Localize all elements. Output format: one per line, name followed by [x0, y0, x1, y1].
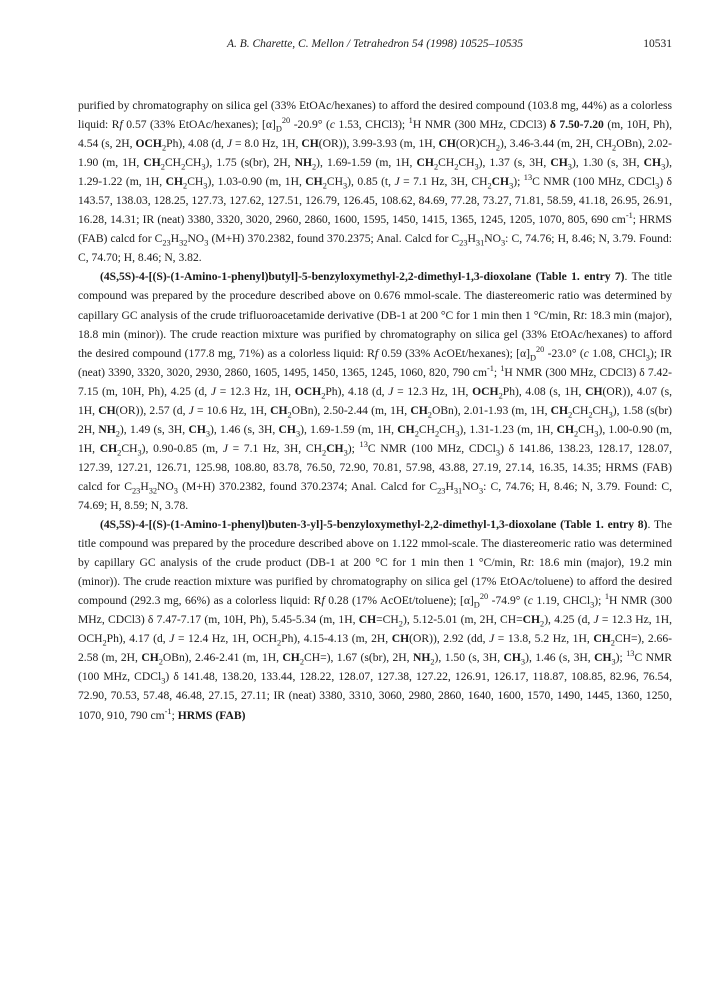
superscript: 1: [604, 592, 610, 602]
bold-text: OCH: [472, 384, 499, 398]
text-run: ), 1.37 (s, 3H,: [478, 156, 551, 170]
text-run: NO: [157, 479, 174, 493]
text-run: CH: [326, 175, 343, 189]
subscript: 2: [321, 391, 326, 401]
italic-text: t: [580, 308, 585, 322]
text-run: Ph), 4.15-4.13 (m, 2H,: [281, 632, 392, 646]
subscript: 2: [568, 410, 573, 420]
bold-text: NH: [294, 156, 312, 170]
superscript: 20: [281, 116, 291, 126]
bold-text: CH: [391, 632, 410, 646]
bold-text: OCH: [135, 137, 162, 151]
italic-text: f: [321, 594, 325, 608]
bold-text: CH: [594, 651, 612, 665]
subscript: 3: [655, 181, 660, 191]
paragraph-table1-entry7: [78, 267, 672, 515]
bold-text: δ 7.50-7.20: [549, 118, 604, 132]
bold-text: CH: [550, 403, 569, 417]
page-number: 10531: [643, 38, 672, 50]
subscript: 2: [183, 181, 188, 191]
text-run: 1.08, CHCl: [588, 346, 646, 360]
text-run: ), 1.49 (s, 3H,: [119, 422, 189, 436]
subscript: 3: [343, 448, 348, 458]
italic-text: J: [489, 632, 495, 646]
subscript: 3: [567, 162, 572, 172]
superscript: 13: [626, 649, 635, 659]
text-run: ;: [493, 365, 501, 379]
subscript: 31: [475, 238, 485, 248]
bold-text: S: [156, 270, 163, 284]
text-run: CH: [187, 175, 204, 189]
text-run: = 12.3 Hz, 1H, OCH: [78, 613, 672, 646]
subscript: 23: [437, 486, 446, 496]
text-run: . The title compound was prepared by the procedure described above on 0.676 mmol-scale. The diastereomeric ratio was determined by capillary GC analysis of the crude trifluoroacetamide derivative (DB-1 at 200 °C for 1 min then 1 °C/min, R: [78, 270, 673, 322]
subscript: 3: [161, 676, 166, 686]
text-run: ), 1.69-1.59 (m, 1H,: [316, 156, 417, 170]
text-run: CH: [592, 403, 609, 417]
subscript: 3: [500, 238, 506, 248]
text-run: : C, 74.76; H, 8.46; N, 3.79. Found: C, 74.70; H, 8.46; N, 3.82.: [78, 232, 672, 265]
italic-text: J: [388, 384, 394, 398]
subscript: D: [275, 124, 282, 134]
superscript: -1: [164, 706, 172, 716]
text-run: ), 5.12-5.01 (m, 2H, CH=: [402, 613, 523, 627]
bold-text: S: [156, 518, 163, 532]
text-run: CH=), 2.66-2.58 (m, 2H,: [78, 632, 673, 665]
text-run: = 7.1 Hz, 3H, CH: [227, 441, 323, 455]
bold-text: )-(1-Amino-1-phenyl)buten-3-yl]-5-benzyloxymethyl-2,2-dimethyl-1,3-dioxolane (Table 1. entry 8): [162, 518, 648, 532]
subscript: 2: [287, 410, 292, 420]
subscript: 2: [434, 429, 440, 439]
text-run: OBn), 2.50-2.44 (m, 1H,: [291, 403, 411, 417]
paragraph-previous-compound-data: [78, 96, 672, 267]
text-run: (m, 10H, Ph), 4.54 (s, 2H,: [78, 118, 672, 151]
subscript: 2: [117, 448, 122, 458]
bold-text: CH: [143, 156, 161, 170]
text-run: Ph), 4.08 (d,: [166, 137, 227, 151]
subscript: 2: [160, 162, 165, 172]
text-run: ; HRMS (FAB) calcd for C: [78, 213, 673, 246]
bold-text: CH: [98, 403, 116, 417]
text-run: = 12.4 Hz, 1H, OCH: [174, 632, 277, 646]
bold-text: CH: [278, 422, 296, 436]
bold-text: CH: [593, 632, 611, 646]
subscript: 2: [102, 638, 107, 648]
subscript: 3: [520, 657, 526, 667]
running-head: A. B. Charette, C. Mellon / Tetrahedron 54 (1998) 10525–10535: [226, 38, 524, 50]
italic-text: f: [119, 118, 123, 132]
bold-text: CH: [556, 422, 574, 436]
text-run: 1.53, CHCl3);: [335, 118, 409, 132]
text-run: Ph), 4.17 (d,: [106, 632, 170, 646]
text-run: =CH: [376, 613, 399, 627]
text-run: (M+H) 370.2382, found 370.2374; Anal. Calcd for C: [177, 479, 438, 493]
text-run: ); IR (neat) 3390, 3320, 3020, 2930, 2860, 1605, 1495, 1450, 1365, 1245, 1060, 820, 790 cm: [78, 346, 672, 379]
text-run: C NMR (100 MHz, CDCl: [78, 651, 673, 684]
subscript: 2: [312, 162, 317, 172]
experimental-text: [78, 96, 672, 725]
subscript: 23: [459, 238, 468, 248]
italic-text: f: [374, 346, 379, 360]
text-run: = 7.1 Hz, 3H, CH: [399, 175, 488, 189]
italic-text: J: [593, 613, 599, 627]
text-run: CH: [438, 156, 455, 170]
subscript: 2: [498, 391, 503, 401]
subscript: D: [473, 600, 480, 610]
bold-text: CH: [165, 175, 184, 189]
bold-text: (4S,5S)-4-[(: [100, 270, 157, 284]
text-run: H NMR (300 MHz, CDCl3): [412, 118, 550, 132]
bold-text: CH: [326, 441, 344, 455]
text-run: ), 3.46-3.44 (m, 2H, CH: [500, 137, 613, 151]
subscript: 3: [205, 429, 211, 439]
bold-text: CH: [503, 651, 521, 665]
text-run: (OR)), 2.92 (dd,: [409, 632, 490, 646]
text-run: (M+H) 370.2382, found 370.2375; Anal. Calcd for C: [208, 232, 460, 246]
text-run: ), 4.25 (d,: [544, 613, 594, 627]
text-run: ), 0.85 (t,: [347, 175, 395, 189]
subscript: 2: [487, 181, 492, 191]
text-run: CH: [164, 156, 182, 170]
superscript: 20: [535, 344, 545, 354]
subscript: 3: [495, 448, 501, 458]
text-run: NO: [462, 479, 479, 493]
text-run: );: [594, 594, 605, 608]
bold-text: CH: [416, 156, 434, 170]
text-run: ;: [171, 708, 178, 722]
subscript: 2: [299, 657, 304, 667]
text-run: C NMR (100 MHz, CDCl: [532, 175, 656, 189]
bold-text: CH: [305, 175, 323, 189]
subscript: 2: [612, 143, 617, 153]
subscript: 2: [277, 638, 282, 648]
text-run: = 8.0 Hz, 1H,: [232, 137, 302, 151]
text-run: );: [615, 651, 627, 665]
text-run: NO: [187, 232, 205, 246]
text-run: = 10.6 Hz, 1H,: [193, 403, 271, 417]
text-run: H NMR (300 MHz, CDCl3) δ 7.42-7.15 (m, 10H, Ph), 4.25 (d,: [78, 365, 672, 398]
subscript: 3: [645, 352, 650, 362]
bold-text: CH: [550, 156, 568, 170]
text-run: = 12.3 Hz, 1H,: [393, 384, 473, 398]
text-run: );: [513, 175, 524, 189]
subscript: 2: [414, 429, 419, 439]
bold-text: OCH: [294, 384, 322, 398]
subscript: 3: [201, 162, 206, 172]
bold-text: NH: [412, 651, 431, 665]
text-run: CH: [439, 422, 456, 436]
subscript: 32: [148, 486, 158, 496]
bold-text: CH: [643, 156, 662, 170]
text-run: -23.0° (: [544, 346, 584, 360]
subscript: 31: [453, 486, 463, 496]
text-run: ) δ 141.86, 138.23, 128.17, 128.07, 127.39, 127.21, 126.71, 125.98, 108.80, 83.78, 76.50, 72.90, 70.81, 57.98, 43.88, 27.19, 27.14, 16.35, 14.35; HRMS (FAB) calcd for C: [78, 441, 673, 493]
text-run: 0.57 (33% EtOAc/hexanes); [α]: [122, 118, 276, 132]
subscript: 3: [173, 486, 178, 496]
italic-text: c: [527, 594, 533, 608]
subscript: 2: [540, 619, 545, 629]
text-run: CH=), 1.67 (s(br), 2H,: [303, 651, 413, 665]
subscript: 2: [322, 448, 327, 458]
text-run: (OR)), 4.07 (s, 1H,: [78, 384, 673, 417]
italic-text: J: [210, 384, 217, 398]
subscript: D: [529, 352, 536, 362]
text-run: NO: [484, 232, 501, 246]
text-run: H: [467, 232, 476, 246]
subscript: 3: [611, 657, 616, 667]
text-run: ), 1.00-0.90 (m, 1H,: [78, 422, 672, 455]
superscript: 1: [408, 116, 413, 126]
bold-text: )-(1-Amino-1-phenyl)butyl]-5-benzyloxymethyl-2,2-dimethyl-1,3-dioxolane (Table 1. entry 7): [162, 270, 625, 284]
text-run: );: [347, 441, 360, 455]
bold-text: CH: [491, 175, 510, 189]
text-run: OBn), 2.46-2.41 (m, 1H,: [162, 651, 283, 665]
text-run: 0.59 (33% AcOEt/hexanes); [α]: [378, 346, 530, 360]
text-run: ), 1.30 (s, 3H,: [571, 156, 644, 170]
subscript: 2: [398, 619, 403, 629]
subscript: 2: [115, 429, 120, 439]
subscript: 3: [608, 410, 613, 420]
subscript: 2: [158, 657, 163, 667]
bold-text: CH: [358, 613, 377, 627]
text-run: CH: [578, 422, 595, 436]
subscript: 2: [454, 162, 459, 172]
subscript: 3: [455, 429, 460, 439]
subscript: 2: [430, 657, 435, 667]
subscript: 3: [295, 429, 301, 439]
subscript: 3: [204, 238, 209, 248]
text-run: H: [140, 479, 149, 493]
text-run: 0.28 (17% AcOEt/toluene); [α]: [324, 594, 474, 608]
italic-text: J: [226, 137, 233, 151]
subscript: 2: [495, 143, 501, 153]
subscript: 2: [427, 410, 432, 420]
italic-text: c: [583, 346, 589, 360]
text-run: H: [170, 232, 180, 246]
text-run: -20.9° (: [290, 118, 330, 132]
paragraph-table1-entry8: [78, 515, 672, 725]
text-run: OBn), 2.02-1.90 (m, 1H,: [78, 137, 672, 170]
bold-text: CH: [301, 137, 319, 151]
subscript: 2: [322, 181, 327, 191]
subscript: 3: [594, 429, 599, 439]
subscript: 2: [588, 410, 593, 420]
text-run: ), 1.46 (s, 3H,: [210, 422, 279, 436]
superscript: 13: [359, 439, 368, 449]
bold-text: CH: [141, 651, 159, 665]
bold-text: NH: [98, 422, 116, 436]
text-run: OBn), 2.01-1.93 (m, 1H,: [431, 403, 551, 417]
text-run: ), 1.03-0.90 (m, 1H,: [207, 175, 306, 189]
text-run: ), 1.58 (s(br) 2H,: [78, 403, 672, 436]
bold-text: CH: [270, 403, 288, 417]
bold-text: HRMS (FAB): [177, 708, 246, 722]
text-run: -74.9° (: [488, 594, 528, 608]
text-run: ) δ 143.57, 138.03, 128.25, 127.73, 127.62, 127.51, 126.79, 126.45, 108.62, 84.69, 77.28, 73.27, 71.81, 58.59, 41.18, 26.95, 26.91, 16.28, 14.31; IR (neat) 3380, 3320, 3020, 2960, 2860, 1600, 1595, 1450, 1415, 1365, 1245, 1205, 1070, 805, 690 cm: [78, 175, 673, 227]
italic-text: J: [394, 175, 400, 189]
text-run: CH: [458, 156, 475, 170]
text-run: Ph), 4.18 (d,: [325, 384, 389, 398]
text-run: ), 1.50 (s, 3H,: [434, 651, 504, 665]
italic-text: J: [222, 441, 228, 455]
superscript: 13: [523, 173, 533, 183]
bold-text: CH: [522, 613, 541, 627]
text-run: ), 1.29-1.22 (m, 1H,: [78, 156, 672, 189]
text-run: ), 1.46 (s, 3H,: [525, 651, 595, 665]
subscript: 23: [162, 238, 171, 248]
subscript: 3: [342, 181, 348, 191]
text-run: ) δ 141.48, 138.20, 133.44, 128.22, 128.07, 127.38, 127.22, 126.91, 126.17, 118.87, 108.85, 82.96, 76.54, 72.90, 70.53, 57.48, 46.48, 27.15, 27.11; IR (neat) 3380, 3310, 3060, 2980, 2860, 1640, 1600, 1570, 1490, 1445, 1360, 1250, 1070, 910, 790 cm: [78, 670, 672, 722]
subscript: 3: [509, 181, 514, 191]
subscript: 2: [574, 429, 579, 439]
text-run: CH: [418, 422, 435, 436]
subscript: 32: [179, 238, 188, 248]
text-run: ), 1.31-1.23 (m, 1H,: [459, 422, 557, 436]
text-run: CH: [185, 156, 202, 170]
bold-text: CH: [282, 651, 300, 665]
bold-text: CH: [585, 384, 603, 398]
text-run: : 18.6 min (major), 19.2 min (minor)). The crude reaction mixture was purified by chromatography on silica gel (17% EtOAc/toluene) to afford the desired compound (292.3 mg, 66%) as a colorless liquid: R: [78, 556, 672, 608]
italic-text: c: [329, 118, 336, 132]
subscript: 2: [181, 162, 186, 172]
superscript: 1: [500, 363, 505, 373]
text-run: C NMR (100 MHz, CDCl: [367, 441, 496, 455]
text-run: H NMR (300 MHz, CDCl3) δ 7.47-7.17 (m, 10H, Ph), 5.45-5.34 (m, 1H,: [78, 594, 672, 627]
running-header: [78, 38, 672, 54]
italic-text: J: [188, 403, 194, 417]
subscript: 3: [661, 162, 666, 172]
subscript: 2: [610, 638, 615, 648]
text-run: = 12.3 Hz, 1H,: [216, 384, 295, 398]
subscript: 2: [161, 143, 167, 153]
text-run: : C, 74.76; H, 8.46; N, 3.79. Found: C, 74.69; H, 8.59; N, 3.78.: [78, 479, 673, 512]
text-run: CH: [121, 441, 138, 455]
text-run: H: [445, 479, 454, 493]
superscript: 20: [479, 592, 489, 602]
subscript: 3: [137, 448, 142, 458]
italic-text: J: [169, 632, 175, 646]
text-run: CH: [572, 403, 589, 417]
text-run: ), 1.75 (s(br), 2H,: [205, 156, 295, 170]
text-run: : 18.3 min (major), 18.8 min (minor)). The crude reaction mixture was purified by chromatography on silica gel (33% EtOAc/hexanes) to afford the desired compound (177.8 mg, 71%) as a colorless liquid: R: [78, 308, 672, 360]
text-run: purified by chromatography on silica gel (33% EtOAc/hexanes) to afford the desired compound (103.8 mg, 44%) as a colorless liquid: R: [78, 99, 672, 132]
subscript: 23: [131, 486, 141, 496]
bold-text: CH: [99, 441, 118, 455]
text-run: Ph), 4.08 (s, 1H,: [502, 384, 586, 398]
bold-text: CH: [410, 403, 428, 417]
italic-text: t: [527, 556, 532, 570]
text-run: 1.19, CHCl: [532, 594, 591, 608]
superscript: -1: [486, 363, 494, 373]
bold-text: (4S,5S)-4-[(: [100, 518, 157, 532]
superscript: -1: [625, 211, 633, 221]
text-run: . The title compound was prepared by the procedure described above on 1.122 mmol-scale. The diastereomeric ratio was determined by capillary GC analysis of the crude product (DB-1 at 200 °C for 1 min then 1 °C/min, R: [78, 518, 672, 570]
subscript: 3: [478, 486, 484, 496]
text-run: ), 0.90-0.85 (m,: [141, 441, 223, 455]
text-run: (OR)), 2.57 (d,: [115, 403, 189, 417]
bold-text: CH: [438, 137, 456, 151]
text-run: (OR)CH: [455, 137, 496, 151]
text-run: ), 1.69-1.59 (m, 1H,: [300, 422, 398, 436]
subscript: 3: [474, 162, 479, 172]
bold-text: CH: [397, 422, 415, 436]
text-run: (OR)), 3.99-3.93 (m, 1H,: [318, 137, 439, 151]
subscript: 3: [590, 600, 595, 610]
bold-text: CH: [188, 422, 206, 436]
text-run: = 13.8, 5.2 Hz, 1H,: [494, 632, 594, 646]
subscript: 2: [433, 162, 439, 172]
subscript: 3: [203, 181, 208, 191]
